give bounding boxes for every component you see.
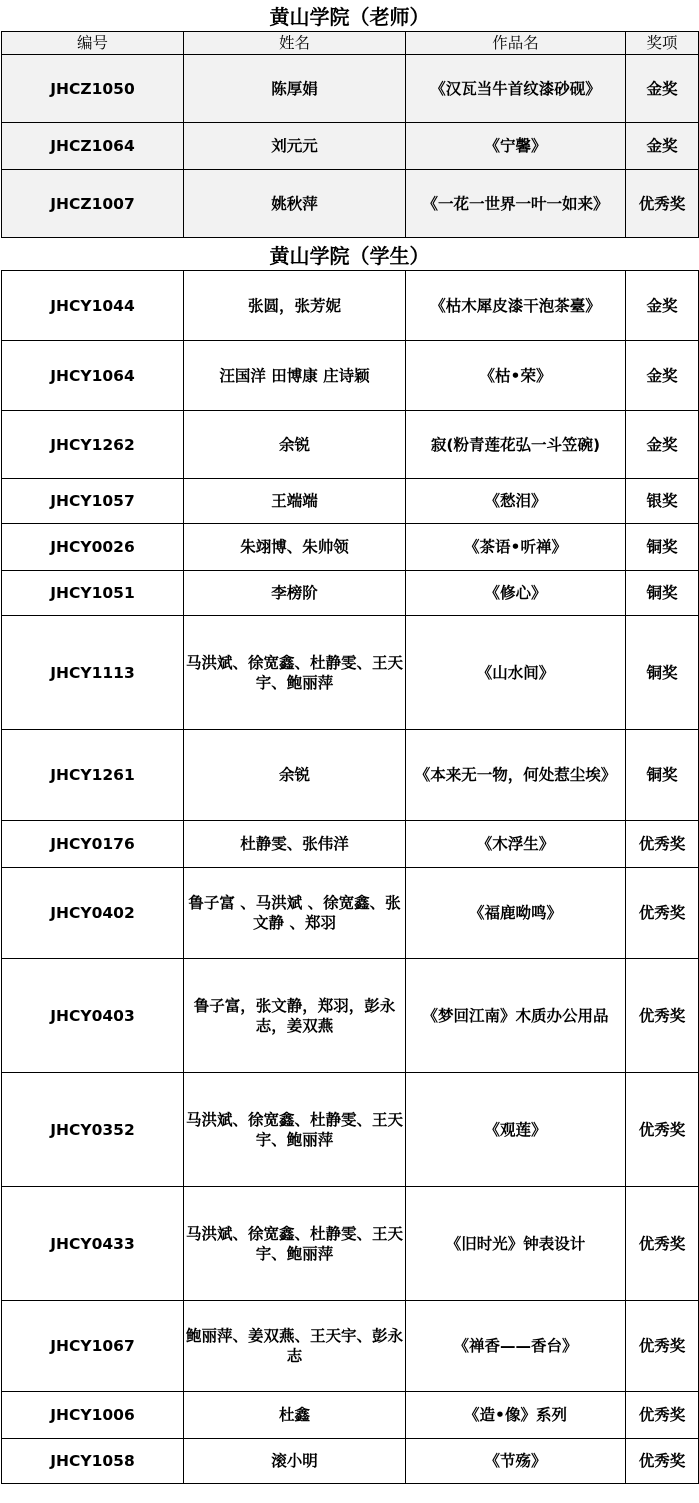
- table-row: [2, 1073, 699, 1187]
- award-cell: 金奖: [626, 123, 699, 170]
- table-row: [2, 524, 699, 571]
- table-row: [2, 959, 699, 1073]
- work-cell: 《造•像》系列: [406, 1392, 626, 1439]
- work-cell: 《梦回江南》木质办公用品: [406, 959, 626, 1073]
- table-row: [2, 1301, 699, 1392]
- work-cell: 《枯•荣》: [406, 341, 626, 411]
- name-cell: 朱翊博、朱帅领: [184, 524, 406, 571]
- name-cell: 余锐: [184, 730, 406, 821]
- table-row: [2, 479, 699, 524]
- table-row: [2, 55, 699, 123]
- name-cell: 鲍丽萍、姜双燕、王天宇、彭永志: [184, 1301, 406, 1392]
- work-cell: 《山水间》: [406, 616, 626, 730]
- name-cell: 陈厚娟: [184, 55, 406, 123]
- award-cell: 银奖: [626, 479, 699, 524]
- work-cell: 寂(粉青莲花弘一斗笠碗): [406, 411, 626, 479]
- award-cell: 金奖: [626, 341, 699, 411]
- work-cell: 《茶语•听禅》: [406, 524, 626, 571]
- teacher-section-title: 黄山学院（老师）: [269, 5, 430, 29]
- award-cell: 优秀奖: [626, 1439, 699, 1484]
- award-cell: 优秀奖: [626, 868, 699, 959]
- work-cell: 《观莲》: [406, 1073, 626, 1187]
- code-cell: JHCY1044: [2, 271, 184, 341]
- name-cell: 李榜阶: [184, 571, 406, 616]
- award-cell: 铜奖: [626, 571, 699, 616]
- table-row: [2, 1439, 699, 1484]
- header-award: 奖项: [626, 32, 699, 55]
- table-row: [2, 868, 699, 959]
- table-row: [2, 616, 699, 730]
- teacher-awards-table: [1, 31, 699, 238]
- code-cell: JHCY0026: [2, 524, 184, 571]
- name-cell: 杜静雯、张伟洋: [184, 821, 406, 868]
- work-cell: 《禅香——香台》: [406, 1301, 626, 1392]
- table-row: [2, 730, 699, 821]
- header-code: 编号: [2, 32, 184, 55]
- work-cell: 《福鹿呦鸣》: [406, 868, 626, 959]
- award-cell: 铜奖: [626, 616, 699, 730]
- code-cell: JHCZ1064: [2, 123, 184, 170]
- award-cell: 优秀奖: [626, 1187, 699, 1301]
- name-cell: 刘元元: [184, 123, 406, 170]
- code-cell: JHCY1058: [2, 1439, 184, 1484]
- award-cell: 优秀奖: [626, 170, 699, 238]
- code-cell: JHCY1051: [2, 571, 184, 616]
- award-cell: 优秀奖: [626, 1073, 699, 1187]
- table-row: [2, 1392, 699, 1439]
- table-row: [2, 821, 699, 868]
- header-work: 作品名: [406, 32, 626, 55]
- award-cell: 金奖: [626, 55, 699, 123]
- code-cell: JHCY1261: [2, 730, 184, 821]
- award-cell: 优秀奖: [626, 959, 699, 1073]
- code-cell: JHCY0402: [2, 868, 184, 959]
- award-cell: 优秀奖: [626, 821, 699, 868]
- work-cell: 《修心》: [406, 571, 626, 616]
- table-header-row: [2, 32, 699, 55]
- work-cell: 《一花一世界一叶一如来》: [406, 170, 626, 238]
- code-cell: JHCY1262: [2, 411, 184, 479]
- code-cell: JHCZ1050: [2, 55, 184, 123]
- work-cell: 《木浮生》: [406, 821, 626, 868]
- header-name: 姓名: [184, 32, 406, 55]
- name-cell: 汪国洋 田博康 庄诗颖: [184, 341, 406, 411]
- name-cell: 鲁子富 、马洪斌 、徐宽鑫、张文静 、郑羽: [184, 868, 406, 959]
- name-cell: 马洪斌、徐宽鑫、杜静雯、王天宇、鲍丽萍: [184, 1073, 406, 1187]
- award-cell: 金奖: [626, 271, 699, 341]
- work-cell: 《愁泪》: [406, 479, 626, 524]
- name-cell: 张圆，张芳妮: [184, 271, 406, 341]
- work-cell: 《节殇》: [406, 1439, 626, 1484]
- code-cell: JHCY0433: [2, 1187, 184, 1301]
- table-row: [2, 123, 699, 170]
- code-cell: JHCY1064: [2, 341, 184, 411]
- student-section-title: 黄山学院（学生）: [269, 244, 430, 268]
- code-cell: JHCY1067: [2, 1301, 184, 1392]
- code-cell: JHCY1057: [2, 479, 184, 524]
- name-cell: 鲁子富，张文静，郑羽，彭永志，姜双燕: [184, 959, 406, 1073]
- code-cell: JHCY0176: [2, 821, 184, 868]
- table-row: [2, 170, 699, 238]
- code-cell: JHCY1113: [2, 616, 184, 730]
- award-cell: 优秀奖: [626, 1301, 699, 1392]
- name-cell: 余锐: [184, 411, 406, 479]
- code-cell: JHCZ1007: [2, 170, 184, 238]
- name-cell: 杜鑫: [184, 1392, 406, 1439]
- work-cell: 《本来无一物，何处惹尘埃》: [406, 730, 626, 821]
- award-cell: 铜奖: [626, 524, 699, 571]
- name-cell: 马洪斌、徐宽鑫、杜静雯、王天宇、鲍丽萍: [184, 616, 406, 730]
- name-cell: 滚小明: [184, 1439, 406, 1484]
- name-cell: 王端端: [184, 479, 406, 524]
- table-row: [2, 571, 699, 616]
- table-row: [2, 1187, 699, 1301]
- award-cell: 金奖: [626, 411, 699, 479]
- award-cell: 铜奖: [626, 730, 699, 821]
- work-cell: 《宁馨》: [406, 123, 626, 170]
- code-cell: JHCY1006: [2, 1392, 184, 1439]
- code-cell: JHCY0403: [2, 959, 184, 1073]
- name-cell: 马洪斌、徐宽鑫、杜静雯、王天宇、鲍丽萍: [184, 1187, 406, 1301]
- table-row: [2, 411, 699, 479]
- work-cell: 《枯木犀皮漆干泡茶臺》: [406, 271, 626, 341]
- name-cell: 姚秋萍: [184, 170, 406, 238]
- code-cell: JHCY0352: [2, 1073, 184, 1187]
- table-row: [2, 271, 699, 341]
- table-row: [2, 341, 699, 411]
- work-cell: 《汉瓦当牛首纹漆砂砚》: [406, 55, 626, 123]
- award-cell: 优秀奖: [626, 1392, 699, 1439]
- work-cell: 《旧时光》钟表设计: [406, 1187, 626, 1301]
- student-awards-table: [1, 270, 699, 1484]
